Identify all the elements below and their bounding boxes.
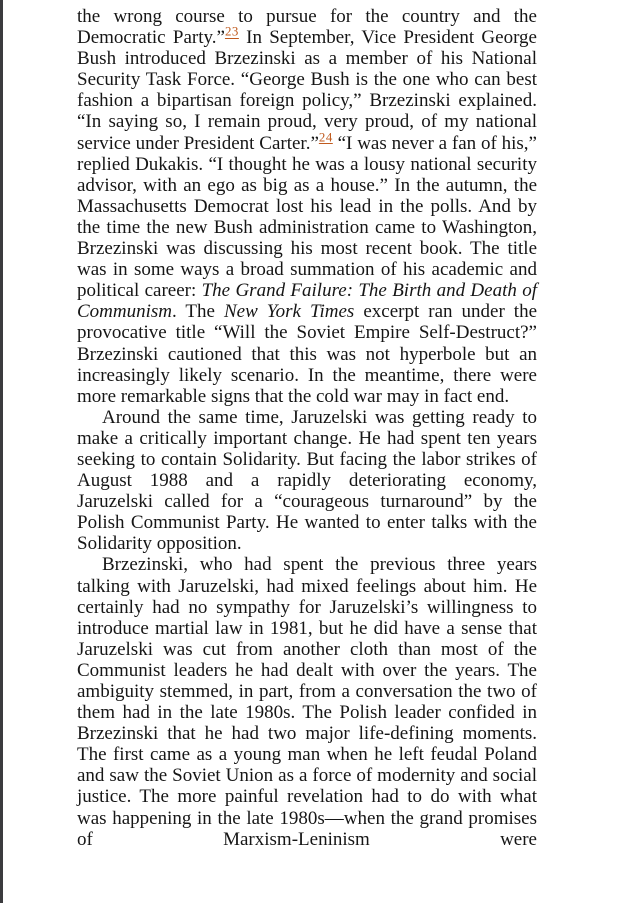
- paragraph: Brzezinski, who had spent the previous three years talking with Jaruzelski, had mixed feelings about him. He certainly had no sympathy for Jaruzelski’s willingness to introduce martial law in 1981, but he did have a sense that Jaruzelski was cut from another cloth than most of the Communist leaders he had dealt with over the years. The ambiguity stemmed, in part, from a conversation the two of them had in the late 1980s. The Polish leader confided in Brzezinski that he had two major life-defining moments. The first came as a young man when he left feudal Poland and saw the Soviet Union as a force of modernity and social justice. The more painful revelation had to do with what was happening in the late 1980s—when the grand promises of Marxism-Leninism were: [77, 554, 537, 850]
- footnote-number: 23: [224, 23, 239, 39]
- italic-title: New York Times: [224, 301, 355, 323]
- paragraph: the wrong course to pursue for the country and the Democratic Party.”$^{23}$ In September, Vice President George Bush introduced Brzezinski as a member of his National Security Task Force. “George Bush is the one who can best fashion a bipartisan foreign policy,” Brzezinski explained. “In saying so, I remain proud, very proud, of my national service under President Carter.”$^{24}$ “I was never a fan of his,” replied Dukakis. “I thought he was a lousy national security advisor, with an ego as big as a house.” In the autumn, the Massachusetts Democrat lost his lead in the polls. And by the time the new Bush administration came to Washington, Brzezinski was discussing his most recent book. The title was in some ways a broad summation of his academic and political career: The Grand Failure: The Birth and Death of Communism. The New York Times excerpt ran under the provocative title “Will the Soviet Empire Self-Destruct?” Brzezinski cautioned that this was not hyperbole but an increasingly likely scenario. In the meantime, there were more remarkable signs that the cold war may in fact end.: [77, 6, 538, 407]
- footnote-link[interactable]: [318, 129, 333, 154]
- footnote-number: 24: [318, 129, 333, 145]
- footnote-link[interactable]: [224, 23, 239, 48]
- paragraph: Around the same time, Jaruzelski was getting ready to make a critically important change. He had spent ten years seeking to contain Solidarity. But facing the labor strikes of August 1988 and a rapidly deteriorating economy, Jaruzelski called for a “courageous turnaround” by the Polish Communist Party. He wanted to enter talks with the Solidarity opposition.: [77, 406, 537, 555]
- left-edge-bar: [0, 0, 3, 903]
- italic-title: The Grand Failure: The Birth and Death of Communism: [77, 280, 537, 323]
- page-text-column: [77, 6, 537, 850]
